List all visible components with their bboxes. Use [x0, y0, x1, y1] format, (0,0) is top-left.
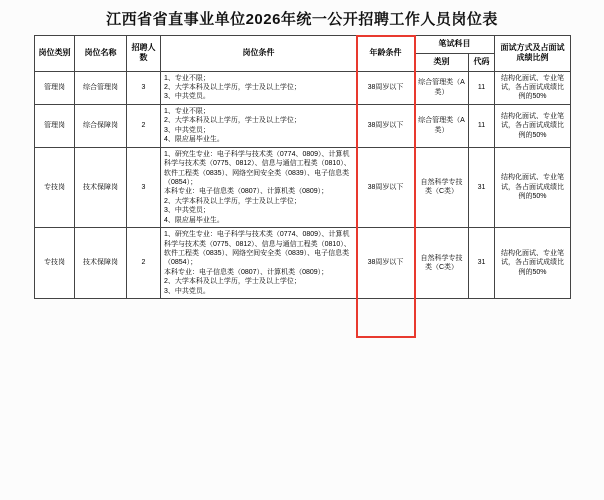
cell-exam-code: 11 [469, 71, 495, 104]
cell-exam-type: 综合管理类（A类） [415, 71, 469, 104]
cell-exam-type: 自然科学专技类（C类） [415, 147, 469, 228]
th-name: 岗位名称 [75, 36, 127, 72]
cell-age: 38周岁以下 [357, 104, 415, 147]
condition-line: 本科专业：电子信息类（0807）、计算机类（0809）； [164, 268, 329, 276]
th-conditions: 岗位条件 [161, 36, 357, 72]
cell-category: 专技岗 [35, 147, 75, 228]
cell-count: 3 [127, 147, 161, 228]
condition-line: 1、研究生专业：电子科学与技术类（0774、0809）、计算机科学与技术类（0775、0812）、信息与通信工程类（0810）、软件工程类（0835）、网络空间安全类（0839）、电子信息类（0854）； [164, 150, 351, 186]
jobs-table-wrapper [34, 35, 570, 299]
condition-line: 1、专业不限； [164, 107, 210, 115]
cell-category: 管理岗 [35, 104, 75, 147]
condition-line: 4、限应届毕业生。 [164, 136, 224, 144]
cell-age: 38周岁以下 [357, 71, 415, 104]
table-body [35, 71, 571, 299]
condition-line: 1、研究生专业：电子科学与技术类（0774、0809）、计算机科学与技术类（0775、0812）、信息与通信工程类（0810）、软件工程类（0835）、网络空间安全类（0839）、电子信息类（0854）； [164, 231, 351, 267]
condition-line: 1、专业不限； [164, 74, 210, 82]
th-exam-type: 类别 [415, 53, 469, 71]
th-exam-group: 笔试科目 [415, 36, 495, 54]
condition-line: 2、大学本科及以上学历，学士及以上学位； [164, 84, 301, 92]
cell-interview: 结构化面试、专业笔试，各占面试成绩比例的50% [495, 104, 571, 147]
th-interview: 面试方式及占面试成绩比例 [495, 36, 571, 72]
cell-name: 综合管理岗 [75, 71, 127, 104]
cell-category: 专技岗 [35, 228, 75, 299]
th-category: 岗位类别 [35, 36, 75, 72]
table-row [35, 104, 571, 147]
cell-exam-type: 综合管理类（A类） [415, 104, 469, 147]
jobs-table [34, 35, 571, 299]
condition-line: 2、大学本科及以上学历，学士及以上学位； [164, 117, 301, 125]
header-row-1 [35, 36, 571, 54]
cell-interview: 结构化面试、专业笔试，各占面试成绩比例的50% [495, 71, 571, 104]
condition-line: 3、中共党员； [164, 207, 210, 215]
condition-line: 本科专业：电子信息类（0807）、计算机类（0809）； [164, 188, 329, 196]
cell-conditions [161, 104, 357, 147]
cell-category: 管理岗 [35, 71, 75, 104]
th-count: 招聘人数 [127, 36, 161, 72]
table-row [35, 147, 571, 228]
cell-conditions [161, 147, 357, 228]
cell-name: 技术保障岗 [75, 147, 127, 228]
th-exam-code: 代码 [469, 53, 495, 71]
cell-age: 38周岁以下 [357, 147, 415, 228]
cell-exam-code: 31 [469, 147, 495, 228]
cell-exam-type: 自然科学专技类（C类） [415, 228, 469, 299]
cell-exam-code: 11 [469, 104, 495, 147]
cell-interview: 结构化面试、专业笔试，各占面试成绩比例的50% [495, 228, 571, 299]
cell-count: 3 [127, 71, 161, 104]
table-row [35, 228, 571, 299]
condition-line: 3、中共党员。 [164, 287, 210, 295]
condition-line: 2、大学本科及以上学历，学士及以上学位； [164, 197, 301, 205]
cell-interview: 结构化面试、专业笔试，各占面试成绩比例的50% [495, 147, 571, 228]
table-header [35, 36, 571, 72]
cell-name: 综合保障岗 [75, 104, 127, 147]
cell-exam-code: 31 [469, 228, 495, 299]
table-row [35, 71, 571, 104]
cell-conditions [161, 228, 357, 299]
cell-count: 2 [127, 104, 161, 147]
condition-line: 3、中共党员。 [164, 93, 210, 101]
condition-line: 2、大学本科及以上学历，学士及以上学位； [164, 278, 301, 286]
page-title: 江西省省直事业单位2026年统一公开招聘工作人员岗位表 [106, 11, 498, 28]
th-age: 年龄条件 [357, 36, 415, 72]
condition-line: 3、中共党员； [164, 126, 210, 134]
cell-name: 技术保障岗 [75, 228, 127, 299]
condition-line: 4、限应届毕业生。 [164, 216, 224, 224]
cell-age: 38周岁以下 [357, 228, 415, 299]
cell-count: 2 [127, 228, 161, 299]
cell-conditions [161, 71, 357, 104]
